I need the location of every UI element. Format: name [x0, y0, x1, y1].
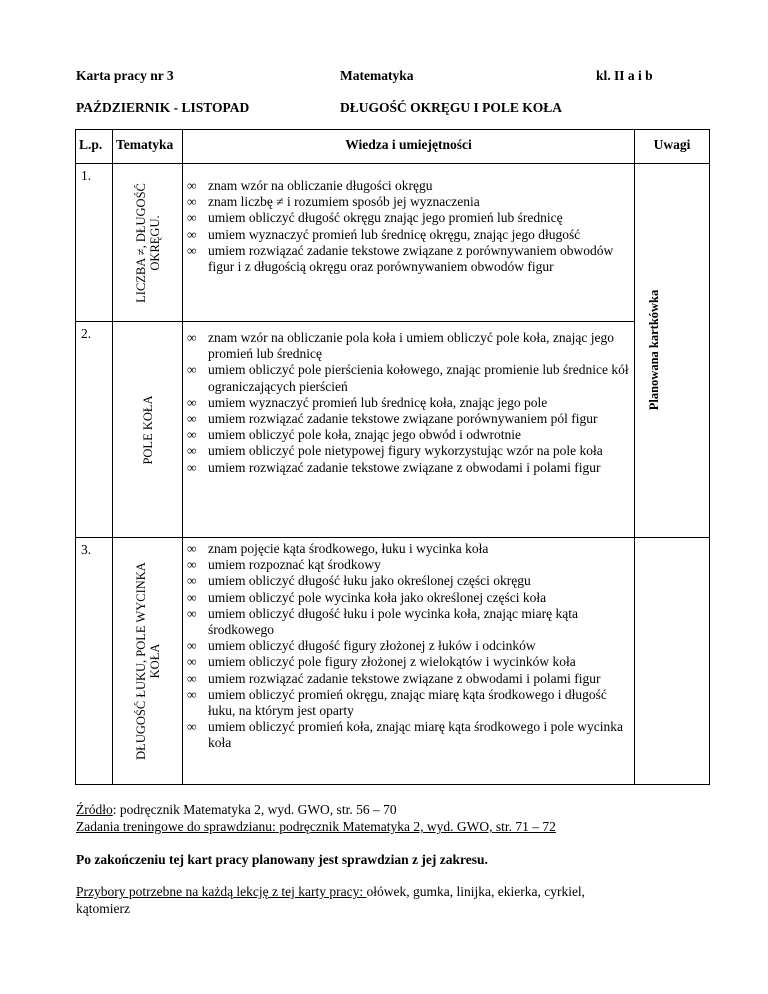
- source-line: [76, 802, 397, 818]
- knowledge-item: [187, 606, 630, 638]
- knowledge-text: umiem obliczyć pole wycinka koła jako określonej części koła: [208, 589, 547, 605]
- table-header-row: [76, 130, 710, 164]
- topic-line: POLE KOŁA: [140, 394, 155, 465]
- header-knowledge: Wiedza i umiejętności: [183, 130, 635, 164]
- bullet-icon: ∞: [187, 443, 197, 459]
- knowledge-item: [187, 443, 630, 459]
- knowledge-text: umiem obliczyć pole pierścienia kołowego, znając promienie lub średnice kół ograniczających pierścień: [208, 362, 629, 394]
- knowledge-item: [187, 178, 630, 194]
- tools-label: Przybory potrzebne na każdą lekcję z tej karty pracy:: [76, 884, 367, 899]
- tools-text: ołówek, gumka, linijka, ekierka, cyrkiel,: [366, 884, 586, 899]
- knowledge-item: [187, 671, 630, 687]
- knowledge-item: [187, 541, 630, 557]
- knowledge-item: [187, 411, 630, 427]
- bullet-icon: ∞: [187, 459, 197, 475]
- bullet-icon: ∞: [187, 394, 197, 410]
- bullet-icon: ∞: [187, 719, 197, 735]
- bullet-icon: ∞: [187, 210, 197, 226]
- header-notes: Uwagi: [635, 130, 710, 164]
- training-line: [76, 819, 556, 835]
- bullet-icon: ∞: [187, 427, 197, 443]
- knowledge-item: [187, 573, 630, 589]
- topic-line: KOŁA: [147, 643, 162, 679]
- knowledge-text: znam liczbę ≠ i rozumiem sposób jej wyznaczenia: [208, 194, 480, 210]
- knowledge-item: [187, 590, 630, 606]
- bullet-icon: ∞: [187, 605, 197, 621]
- row-knowledge: [183, 164, 635, 322]
- knowledge-item: [187, 227, 630, 243]
- knowledge-text: umiem obliczyć promień koła, znając miarę kąta środkowego i pole wycinka koła: [208, 719, 623, 751]
- notes-cell: [635, 538, 710, 785]
- bullet-icon: ∞: [187, 194, 197, 210]
- header-topic: Tematyka: [113, 130, 183, 164]
- class-label: kl. II a i b: [596, 68, 653, 83]
- knowledge-text: umiem wyznaczyć promień lub średnicę koła, znając jego pole: [208, 394, 548, 410]
- card-title: Karta pracy nr 3: [76, 68, 174, 83]
- row-topic: [113, 538, 183, 785]
- bullet-icon: ∞: [187, 670, 197, 686]
- table-row: [76, 322, 710, 538]
- training-label: Zadania treningowe do sprawdzianu:: [76, 819, 276, 834]
- knowledge-item: [187, 362, 630, 394]
- knowledge-item: [187, 427, 630, 443]
- knowledge-text: umiem rozwiązać zadanie tekstowe związane z obwodami i polami figur: [208, 670, 601, 686]
- knowledge-text: umiem wyznaczyć promień lub średnicę okręgu, znając jego długość: [208, 226, 581, 242]
- row-number: 3.: [76, 538, 113, 785]
- bullet-icon: ∞: [187, 411, 197, 427]
- knowledge-item: [187, 395, 630, 411]
- bullet-icon: ∞: [187, 330, 197, 345]
- source-label: Źródło: [76, 802, 113, 817]
- row-knowledge: [183, 538, 635, 785]
- knowledge-item: [187, 654, 630, 670]
- row-number: 2.: [76, 322, 113, 538]
- subject: Matematyka: [340, 68, 414, 83]
- knowledge-item: [187, 330, 630, 362]
- knowledge-text: umiem obliczyć długość figury złożonej z łuków i odcinków: [208, 638, 536, 654]
- knowledge-item: [187, 460, 630, 476]
- table-row: [76, 164, 710, 322]
- source-text: : podręcznik Matematyka 2, wyd. GWO, str. 56 – 70: [112, 802, 397, 817]
- period: PAŹDZIERNIK - LISTOPAD: [76, 100, 250, 115]
- row-number: 1.: [76, 164, 113, 322]
- knowledge-item: [187, 638, 630, 654]
- knowledge-item: [187, 719, 630, 751]
- row-topic: [113, 322, 183, 538]
- knowledge-text: znam wzór na obliczanie pola koła i umiem obliczyć pole koła, znając jego promień lub średnicę: [208, 330, 614, 362]
- bullet-icon: ∞: [187, 557, 197, 573]
- bullet-icon: ∞: [187, 589, 197, 605]
- topic-line: DŁUGOŚĆ ŁUKU, POLE WYCINKA: [133, 562, 148, 760]
- knowledge-item: [187, 687, 630, 719]
- notes-cell: [635, 164, 710, 538]
- bullet-icon: ∞: [187, 541, 197, 556]
- bullet-icon: ∞: [187, 362, 197, 378]
- bullet-icon: ∞: [187, 638, 197, 654]
- table-row: [76, 538, 710, 785]
- topic-title: DŁUGOŚĆ OKRĘGU I POLE KOŁA: [340, 100, 563, 115]
- bullet-icon: ∞: [187, 654, 197, 670]
- knowledge-item: [187, 243, 630, 275]
- knowledge-text: umiem rozwiązać zadanie tekstowe związane porównywaniem pól figur: [208, 411, 598, 427]
- curriculum-table: [75, 129, 710, 785]
- tools-line: [76, 884, 585, 900]
- notes-vertical: Planowana kartkówka: [647, 289, 662, 411]
- knowledge-text: znam pojęcie kąta środkowego, łuku i wycinka koła: [208, 541, 489, 556]
- knowledge-text: umiem rozwiązać zadanie tekstowe związane z porównywaniem obwodów figur i z długością okręgu oraz porównywaniem obwodów figur: [208, 242, 614, 275]
- header-lp: L.p.: [76, 130, 113, 164]
- bullet-icon: ∞: [187, 226, 197, 242]
- knowledge-item: [187, 557, 630, 573]
- row-topic: [113, 164, 183, 322]
- knowledge-text: umiem obliczyć pole nietypowej figury wykorzystując wzór na pole koła: [208, 443, 603, 459]
- topic-line: LICZBA ≠, DŁUGOŚĆ: [133, 182, 148, 303]
- bullet-icon: ∞: [187, 242, 197, 258]
- bullet-icon: ∞: [187, 178, 197, 193]
- knowledge-text: umiem rozwiązać zadanie tekstowe związane z obwodami i polami figur: [208, 459, 601, 475]
- topic-line: OKRĘGU.: [147, 214, 162, 271]
- knowledge-text: umiem obliczyć długość okręgu znając jego promień lub średnicę: [208, 210, 563, 226]
- training-text: podręcznik Matematyka 2, wyd. GWO, str. 71 – 72: [275, 819, 556, 834]
- knowledge-text: umiem obliczyć pole koła, znając jego obwód i odwrotnie: [208, 427, 522, 443]
- bullet-icon: ∞: [187, 686, 197, 702]
- knowledge-item: [187, 194, 630, 210]
- knowledge-text: umiem obliczyć pole figury złożonej z wielokątów i wycinków koła: [208, 654, 576, 670]
- knowledge-text: umiem obliczyć długość łuku i pole wycinka koła, znając miarę kąta środkowego: [208, 605, 578, 638]
- knowledge-item: [187, 210, 630, 226]
- knowledge-text: umiem obliczyć długość łuku jako określonej części okręgu: [208, 573, 531, 589]
- knowledge-text: umiem obliczyć promień okręgu, znając miarę kąta środkowego i długość łuku, na którym jest oparty: [208, 686, 607, 719]
- knowledge-text: znam wzór na obliczanie długości okręgu: [208, 178, 433, 193]
- row-knowledge: [183, 322, 635, 538]
- knowledge-text: umiem rozpoznać kąt środkowy: [208, 557, 381, 573]
- tools-line-2: kątomierz: [76, 901, 130, 916]
- exam-note: Po zakończeniu tej kart pracy planowany jest sprawdzian z jej zakresu.: [76, 852, 488, 867]
- bullet-icon: ∞: [187, 573, 197, 589]
